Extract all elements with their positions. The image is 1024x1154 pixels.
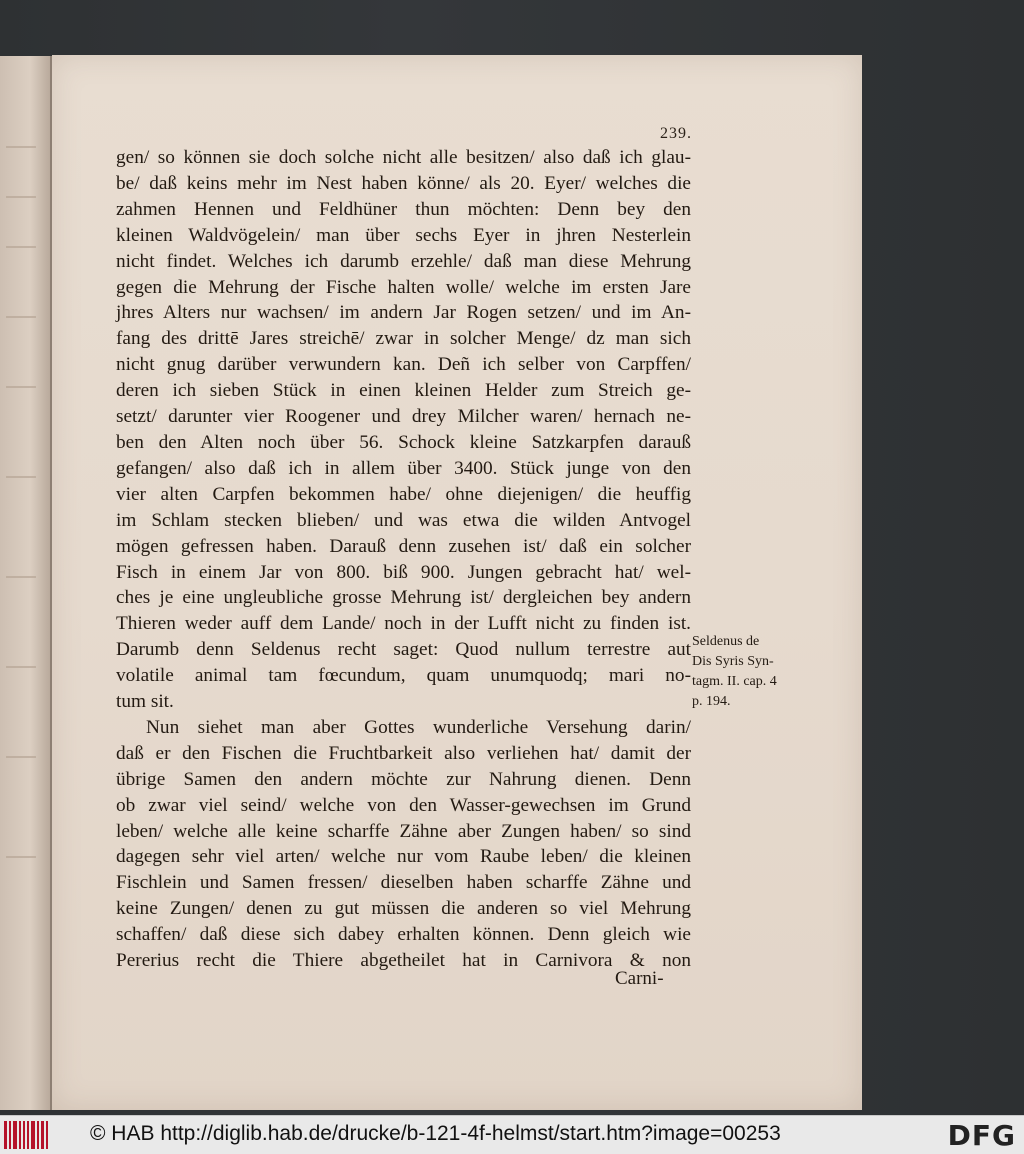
adjacent-page-edge <box>0 56 52 1110</box>
text-line: keine Zungen/ denen zu gut müssen die anderen so viel Mehrung <box>116 898 691 920</box>
hab-barcode-logo <box>4 1121 48 1149</box>
text-line: Fischlein und Samen fressen/ dieselben haben scharffe Zähne und <box>116 872 691 894</box>
text-line: Nun siehet man aber Gottes wunderliche Versehung darin/ <box>146 716 691 738</box>
text-line: dagegen sehr viel arten/ welche nur vom Raube leben/ die kleinen <box>116 846 691 868</box>
text-line: vier alten Carpfen bekommen habe/ ohne diejenigen/ die heuffig <box>116 483 691 505</box>
text-line: zahmen Hennen und Feldhüner thun möchten: Denn bey den <box>116 198 691 220</box>
text-line: Pererius recht die Thiere abgetheilet hat in Carnivora & non <box>116 950 691 972</box>
page-number: 239. <box>660 125 692 142</box>
text-line: be/ daß keins mehr im Nest haben könne/ als 20. Eyer/ welches die <box>116 172 691 194</box>
text-line: setzt/ darunter vier Roogener und drey Milcher waren/ hernach ne- <box>116 406 691 428</box>
text-line: Fisch in einem Jar von 800. biß 900. Jungen gebracht hat/ wel- <box>116 561 691 583</box>
page-body-text <box>116 145 691 974</box>
text-line: im Schlam stecken blieben/ und was etwa die wilden Antvogel <box>116 509 691 531</box>
text-line: gen/ so können sie doch solche nicht alle besitzen/ also daß ich glau- <box>116 147 691 168</box>
catchword: Carni- <box>615 968 664 989</box>
text-line: Thieren weder auff dem Lande/ noch in der Lufft nicht zu finden ist. <box>116 613 691 635</box>
text-line: daß er den Fischen die Fruchtbarkeit also verliehen hat/ damit der <box>116 742 691 764</box>
text-line: ben den Alten noch über 56. Schock kleine Satzkarpfen darauß <box>116 431 691 453</box>
text-line: tum sit. <box>116 691 174 713</box>
margin-note-line: tagm. II. cap. 4 <box>692 674 777 689</box>
dfg-logo: DFG <box>947 1119 1016 1152</box>
text-line: Darumb denn Seldenus recht saget: Quod nullum terrestre aut <box>116 639 691 661</box>
text-line: gefangen/ also daß ich in allem über 3400. Stück junge von den <box>116 457 691 479</box>
text-line: ob zwar viel seind/ welche von den Wasser-gewechsen im Grund <box>116 794 691 816</box>
text-line: jhres Alters nur wachsen/ im andern Jar Rogen setzen/ und im An- <box>116 302 691 324</box>
citation-link[interactable]: © HAB http://diglib.hab.de/drucke/b-121-4f-helmst/start.htm?image=00253 <box>90 1122 781 1145</box>
text-line: deren ich sieben Stück in einen kleinen Helder zum Streich ge- <box>116 380 691 402</box>
text-line: schaffen/ daß diese sich dabey erhalten können. Denn gleich wie <box>116 924 691 946</box>
margin-note-line: Seldenus de <box>692 634 760 649</box>
text-line: volatile animal tam fœcundum, quam unumquodq; mari no- <box>116 665 691 687</box>
text-line: kleinen Waldvögelein/ man über sechs Eyer in jhren Nesterlein <box>116 224 691 246</box>
margin-note-line: Dis Syris Syn- <box>692 654 774 669</box>
text-line: übrige Samen den andern möchte zur Nahrung dienen. Denn <box>116 768 691 790</box>
text-line: gegen die Mehrung der Fische halten wolle/ welche im ersten Jare <box>116 276 691 298</box>
text-line: nicht gnug darüber verwundern kan. Deñ ich selber von Carpffen/ <box>116 354 691 376</box>
text-line: fang des drittē Jares streichē/ zwar in solcher Menge/ dz man sich <box>116 328 691 350</box>
margin-note-line: p. 194. <box>692 694 731 709</box>
footer-bar <box>0 1115 1024 1154</box>
text-line: leben/ welche alle keine scharffe Zähne aber Zungen haben/ so sind <box>116 820 691 842</box>
text-line: mögen gefressen haben. Darauß denn zusehen ist/ daß ein solcher <box>116 535 691 557</box>
text-line: nicht findet. Welches ich darumb erzehle/ daß man diese Mehrung <box>116 250 691 272</box>
margin-note <box>692 632 792 712</box>
text-line: ches je eine ungleubliche grosse Mehrung ist/ dergleichen bey andern <box>116 587 691 609</box>
